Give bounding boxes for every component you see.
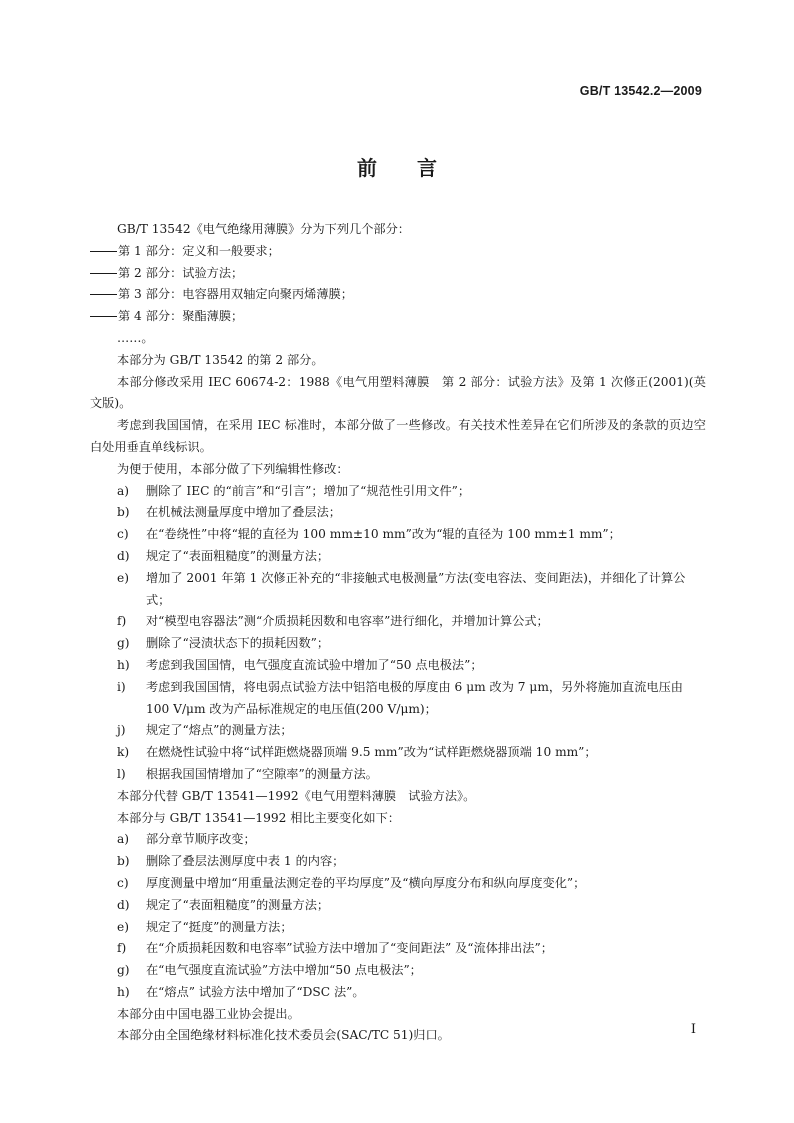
- part-list-item: 第 3 部分：电容器用双轴定向聚丙烯薄膜；: [90, 284, 706, 306]
- part-list-item: 第 2 部分：试验方法；: [90, 263, 706, 285]
- editorial-item: b) 在机械法测量厚度中增加了叠层法；: [117, 505, 341, 520]
- editorial-item: h) 考虑到我国国情，电气强度直流试验中增加了“50 点电极法”；: [117, 657, 483, 672]
- change-item: a) 部分章节顺序改变；: [117, 832, 256, 847]
- editorial-item: d) 规定了“表面粗糙度”的测量方法；: [117, 548, 330, 563]
- change-item: c) 厚度测量中增加“用重量法测定卷的平均厚度”及“横向厚度分布和纵向厚度变化”；: [117, 875, 586, 890]
- dash-mark: [90, 251, 117, 252]
- editorial-item: a) 删除了 IEC 的“前言”和“引言”；增加了“规范性引用文件”；: [117, 483, 471, 498]
- editorial-item: g) 删除了“浸渍状态下的损耗因数”；: [117, 636, 330, 651]
- dash-mark: [90, 316, 117, 317]
- editorial-item: e) 增加了 2001 年第 1 次修正补充的“非接触式电极测量”方法(变电容法、变间距法)，并细化了计算公式；: [117, 570, 686, 607]
- dash-mark: [90, 273, 117, 274]
- paragraph-consider: 考虑到我国国情，在采用 IEC 标准时，本部分做了一些修改。有关技术性差异在它们所涉及的条款的页边空白处用垂直单线标识。: [90, 418, 706, 454]
- editorial-item: j) 规定了“熔点”的测量方法；: [117, 723, 293, 738]
- change-item: f) 在“介质损耗因数和电容率”试验方法中增加了“变间距法” 及“流体排出法”；: [117, 941, 553, 956]
- intro-paragraph: GB/T 13542《电气绝缘用薄膜》分为下列几个部分：: [117, 222, 410, 236]
- paragraph-centralized: 本部分由全国绝缘材料标准化技术委员会(SAC/TC 51)归口。: [117, 1028, 450, 1043]
- editorial-item: k) 在燃烧性试验中将“试样距燃烧器顶端 9.5 mm”改为“试样距燃烧器顶端 10 mm”；: [117, 745, 597, 760]
- paragraph-modify: 本部分修改采用 IEC 60674-2：1988《电气用塑料薄膜 第 2 部分：试验方法》及第 1 次修正(2001)(英文版)。: [90, 374, 706, 411]
- title-char-2: 言: [417, 156, 437, 180]
- editorial-item: c) 在“卷绕性”中将“辊的直径为 100 mm±10 mm”改为“辊的直径为 100 mm±1 mm”；: [117, 527, 621, 542]
- editorial-item: i) 考虑到我国国情，将电弱点试验方法中铝箔电极的厚度由 6 μm 改为 7 μm，另外将施加直流电压由 100 V/μm 改为产品标准规定的电压值(200 V/μm)；: [117, 679, 683, 716]
- part-list-item: 第 4 部分：聚酯薄膜；: [90, 306, 706, 328]
- paragraph-changes: 本部分与 GB/T 13541—1992 相比主要变化如下：: [117, 810, 400, 825]
- paragraph-editorial: 为便于使用，本部分做了下列编辑性修改：: [117, 461, 349, 476]
- change-item: d) 规定了“表面粗糙度”的测量方法；: [117, 897, 330, 912]
- paragraph-replace: 本部分代替 GB/T 13541—1992《电气用塑料薄膜 试验方法》。: [117, 788, 476, 803]
- dash-mark: [90, 294, 117, 295]
- foreword-body: [90, 219, 706, 1047]
- change-item: g) 在“电气强度直流试验”方法中增加“50 点电极法”；: [117, 963, 422, 978]
- title-char-1: 前: [357, 156, 377, 180]
- change-item: h) 在“熔点” 试验方法中增加了“DSC 法”。: [117, 984, 365, 999]
- page-title: [0, 152, 794, 181]
- editorial-item: f) 对“模型电容器法”测“介质损耗因数和电容率”进行细化，并增加计算公式；: [117, 614, 549, 629]
- paragraph-proposed: 本部分由中国电器工业协会提出。: [117, 1006, 300, 1021]
- change-item: e) 规定了“挺度”的测量方法；: [117, 919, 293, 934]
- ellipsis: ……。: [117, 330, 154, 345]
- change-item: b) 删除了叠层法测厚度中表 1 的内容；: [117, 854, 345, 869]
- page-number: I: [690, 1022, 696, 1037]
- editorial-item: l) 根据我国国情增加了“空隙率”的测量方法。: [117, 766, 378, 781]
- part-list-item: 第 1 部分：定义和一般要求；: [90, 241, 706, 263]
- standard-code: GB/T 13542.2—2009: [579, 84, 702, 98]
- paragraph-part2: 本部分为 GB/T 13542 的第 2 部分。: [117, 352, 324, 367]
